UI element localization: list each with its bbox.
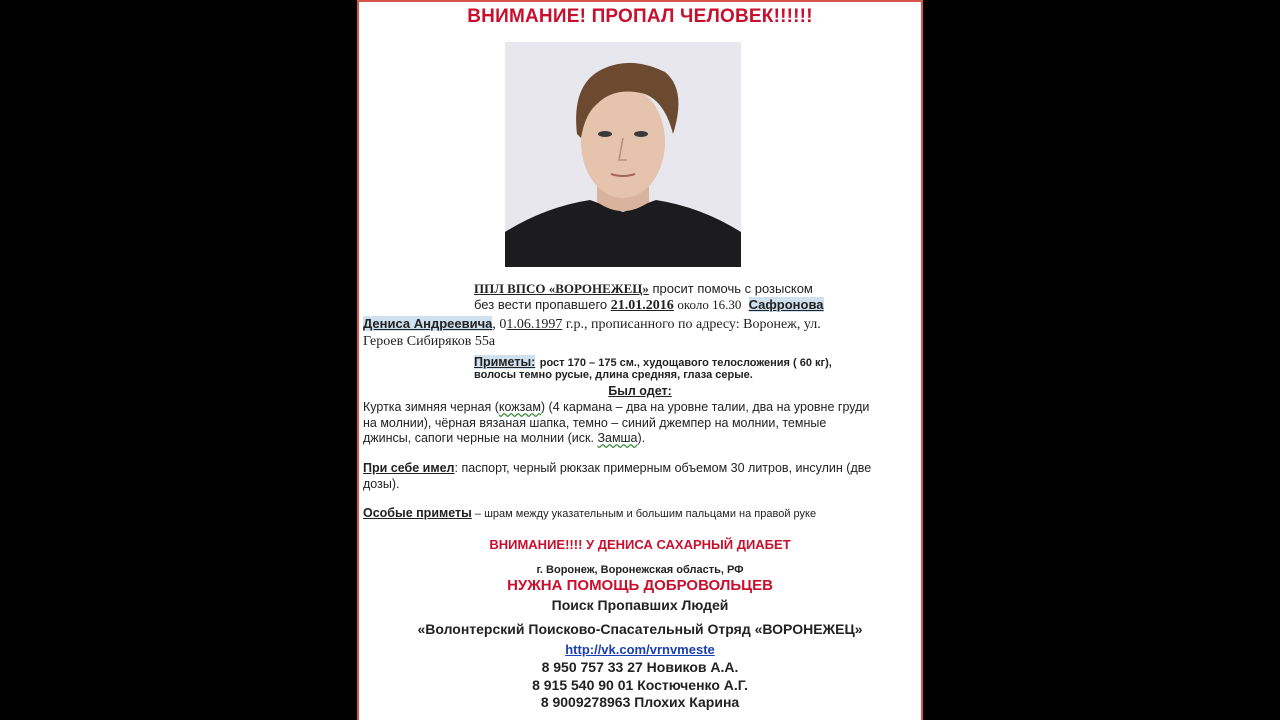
missing-person-poster (357, 0, 923, 720)
belongings-text: : паспорт, черный рюкзак примерным объемом 30 литров, инсулин (две (454, 461, 872, 475)
intro-asks: просит помочь с розыском (652, 281, 813, 296)
belongings (363, 461, 917, 492)
clothes-text-c: ) (4 кармана – два на уровне талии, два на уровне груди (540, 400, 870, 414)
signs-label: Приметы: (474, 355, 536, 369)
person-photo (505, 42, 741, 267)
clothes-material: кожзам (498, 400, 541, 414)
clothes-text-a: Куртка зимняя черная ( (363, 400, 499, 414)
need-help: НУЖНА ПОМОЩЬ ДОБРОВОЛЬЦЕВ (507, 577, 773, 594)
diabetes-warning: ВНИМАНИЕ!!!! У ДЕНИСА САХАРНЫЙ ДИАБЕТ (489, 537, 791, 552)
intro-line-1 (474, 281, 813, 297)
contact-1: 8 950 757 33 27 Новиков А.А. (541, 659, 739, 675)
signs-text-2: волосы темно русые, длина средняя, глаза серые. (474, 369, 753, 381)
poster-frame-top (357, 0, 923, 2)
address: Героев Сибиряков 55а (363, 334, 496, 349)
search-title: Поиск Пропавших Людей (551, 597, 729, 613)
clothes-suede: Замша (597, 431, 638, 445)
location: г. Воронеж, Воронежская область, РФ (536, 564, 744, 576)
clothes-description (363, 400, 917, 447)
missing-date: 21.01.2016 (610, 298, 674, 313)
birth-prefix: , 0 (492, 317, 507, 332)
intro-line-2 (474, 297, 827, 314)
org-name: ППЛ ВПСО «ВОРОНЕЖЕЦ» (474, 281, 649, 296)
special-signs (363, 506, 816, 520)
birth-date: 1.06.1997 (506, 317, 563, 332)
vk-link-row (357, 642, 923, 657)
missing-time: около 16.30 (677, 297, 742, 312)
squad-name: «Волонтерский Поисково-Спасательный Отряд «ВОРОНЕЖЕЦ» (417, 621, 863, 637)
person-name: Дениса Андреевича (363, 316, 493, 331)
special-label: Особые приметы (363, 506, 472, 520)
belongings-text-2: дозы). (363, 476, 400, 491)
clothes-line-2: на молнии), чёрная вязаная шапка, темно – синий джемпер на молнии, темные (363, 415, 827, 430)
clothes-heading: Был одет: (608, 384, 672, 398)
signs-text-1: рост 170 – 175 см., худощавого телосложения ( 60 кг), (539, 357, 832, 369)
poster-title: ВНИМАНИЕ! ПРОПАЛ ЧЕЛОВЕК!!!!!! (467, 6, 813, 27)
missing-since-prefix: без вести пропавшего (474, 297, 608, 312)
special-text: – шрам между указательным и большим пальцами на правой руке (471, 508, 817, 520)
birth-suffix: г.р., прописанного по адресу: Воронеж, ул. (562, 317, 821, 332)
vk-link[interactable]: http://vk.com/vrnvmeste (565, 642, 715, 657)
contact-3: 8 9009278963 Плохих Карина (540, 694, 740, 710)
clothes-text-3a: джинсы, сапоги черные на молнии (иск. (363, 431, 598, 445)
belongings-label: При себе имел (363, 461, 455, 475)
person-surname: Сафронова (748, 297, 824, 312)
intro-line-3 (363, 316, 821, 333)
clothes-text-3c: ). (637, 431, 646, 445)
contact-2: 8 915 540 90 01 Костюченко А.Г. (532, 677, 748, 693)
